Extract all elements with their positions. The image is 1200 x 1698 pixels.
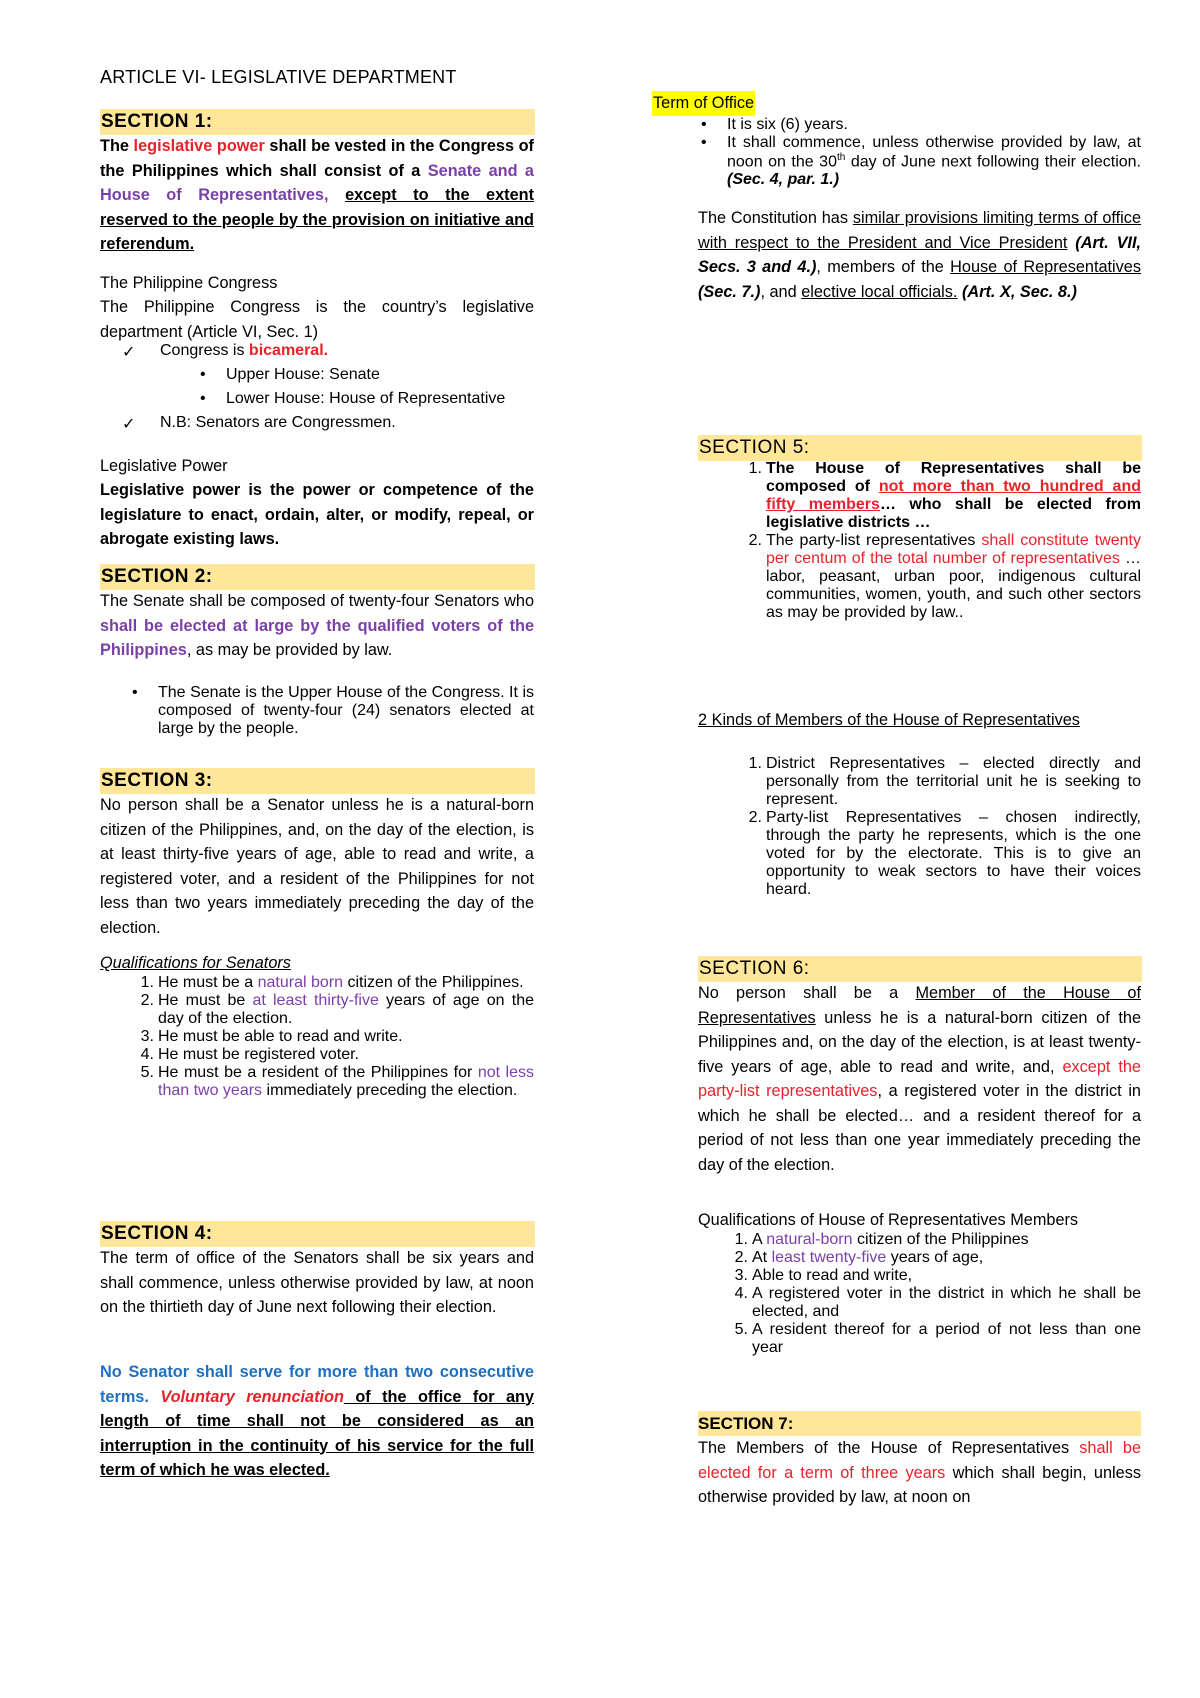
kinds-of-members-list (748, 755, 1141, 899)
congress-body: The Philippine Congress is the country’s legislative department (Article VI, Sec. 1) (100, 298, 534, 341)
list-item: ✓ N.B: Senators are Congressmen. (122, 414, 396, 433)
section-3-body: No person shall be a Senator unless he is a natural-born citizen of the Philippines, and, on the day of the election, is at least thirty-five years of age, able to read and write, a registered voter, and a resident of the Philippines for not less than two years immediately preceding the day of the election. (100, 796, 534, 937)
list-item: 1. A natural-born citizen of the Philippines (734, 1231, 1029, 1248)
list-item: 2. The party-list representatives shall constitute twenty per centum of the total number of representatives …labor, peasant, urban poor, indigenous cultural communities, women, youth, and such other sectors as may be provided by law.. (748, 532, 1142, 621)
section-7-heading: SECTION 7: (698, 1411, 1141, 1436)
list-item: 2. At least twenty-five years of age, (734, 1249, 984, 1266)
section-7-body: The Members of the House of Representatives shall be elected for a term of three years which shall begin, unless otherwise provided by law, at noon on (698, 1439, 1141, 1506)
legislative-power-body: Legislative power is the power or competence of the legislature to enact, ordain, alter, or modify, repeal, or abrogate existing laws. (100, 481, 534, 548)
section-2-heading: SECTION 2: (100, 564, 535, 590)
legislative-power-heading: Legislative Power (100, 457, 228, 475)
section-6-body: No person shall be a Member of the House of Representatives unless he is a natural-born citizen of the Philippines and, on the day of the election, is at least twenty-five years of age, able to read and write, and, except the party-list representatives, a registered voter in the district in which he shall be elected… and a resident thereof for a period of not less than one year immediately preceding the day of the election. (698, 984, 1141, 1174)
article-title: ARTICLE VI- LEGISLATIVE DEPARTMENT (100, 67, 457, 87)
section-1-heading: SECTION 1: (100, 109, 535, 135)
list-item: 1. The House of Representatives shall be composed of not more than two hundred and fifty members… who shall be elected from legislative districts … (748, 460, 1142, 531)
section-4-heading: SECTION 4: (100, 1221, 535, 1247)
list-item: 4. A registered voter in the district in which he shall be elected, and (734, 1285, 1141, 1320)
section-4-body: The term of office of the Senators shall be six years and shall commence, unless otherwise provided by law, at noon on the thirtieth day of June next following their election. (100, 1249, 534, 1316)
kinds-of-members-heading: 2 Kinds of Members of the House of Representatives (698, 711, 1080, 729)
bullet-icon: • (701, 116, 707, 133)
list-item: 3. Able to read and write, (734, 1267, 913, 1284)
list-item: 1. He must be a natural born citizen of the Philippines. (140, 974, 524, 991)
congress-list (100, 342, 534, 438)
bullet-icon: • (200, 366, 206, 383)
list-item: • Upper House: Senate (200, 366, 380, 383)
section-2-list (132, 684, 534, 738)
list-item: 2. Party-list Representatives – chosen indirectly, through the party he represents, which is the one voted for by the electorate. This is to give an opportunity to weak sectors to have their voices heard. (748, 809, 1141, 898)
section-5-list (748, 460, 1142, 622)
section-2-body: The Senate shall be composed of twenty-four Senators who shall be elected at large by the qualified voters of the Philippines, as may be provided by law. (100, 592, 534, 659)
list-item: • It shall commence, unless otherwise provided by law, at noon on the 30th day of June next following their election. (Sec. 4, par. 1.) (701, 134, 1142, 189)
section-5-heading: SECTION 5: (698, 435, 1142, 461)
section-6-heading: SECTION 6: (698, 956, 1142, 982)
house-qualifications-heading: Qualifications of House of Representatives Members (698, 1211, 1079, 1229)
senator-qualifications-heading: Qualifications for Senators (100, 954, 291, 972)
bullet-icon: • (200, 390, 206, 407)
term-of-office-note: The Constitution has similar provisions limiting terms of office with respect to the President and Vice President (Art. VII, Secs. 3 and 4.), members of the House of Representatives (Sec. 7.), and elective local officials. (Art. X, Sec. 8.) (698, 209, 1141, 301)
section-4-term-limit: No Senator shall serve for more than two consecutive terms. Voluntary renunciation of the office for any length of time shall not be considered as an interruption in the continuity of his service for the full term of which he was elected. (100, 1363, 535, 1479)
term-of-office-list (701, 116, 1142, 189)
senator-qualifications-list (140, 974, 534, 1100)
list-item: 1. District Representatives – elected directly and personally from the territorial unit he is seeking to represent. (748, 755, 1141, 808)
list-item: 4. He must be registered voter. (140, 1046, 359, 1063)
bullet-icon: • (132, 684, 138, 701)
list-item: • The Senate is the Upper House of the Congress. It is composed of twenty-four (24) senators elected at large by the people. (132, 684, 534, 737)
list-item: • It is six (6) years. (701, 116, 848, 133)
section-1-body: The legislative power shall be vested in the Congress of the Philippines which shall consist of a Senate and a House of Representatives, except to the extent reserved to the people by the provision on initiative and referendum. (100, 137, 534, 253)
list-item: ✓ Congress is bicameral. (122, 342, 329, 361)
list-item: 5. A resident thereof for a period of not less than one year (734, 1321, 1141, 1356)
list-item: 2. He must be at least thirty-five years of age on the day of the election. (140, 992, 534, 1027)
list-item: • Lower House: House of Representative (200, 390, 506, 407)
house-qualifications-list (734, 1231, 1141, 1357)
list-item: 5. He must be a resident of the Philippines for not less than two years immediately preceding the election. (140, 1064, 534, 1099)
checkmark-icon: ✓ (122, 344, 136, 361)
checkmark-icon: ✓ (122, 416, 136, 433)
list-item: 3. He must be able to read and write. (140, 1028, 403, 1045)
section-3-heading: SECTION 3: (100, 768, 535, 794)
term-of-office-heading: Term of Office (652, 91, 755, 116)
bullet-icon: • (701, 134, 707, 151)
congress-heading: The Philippine Congress (100, 274, 278, 292)
